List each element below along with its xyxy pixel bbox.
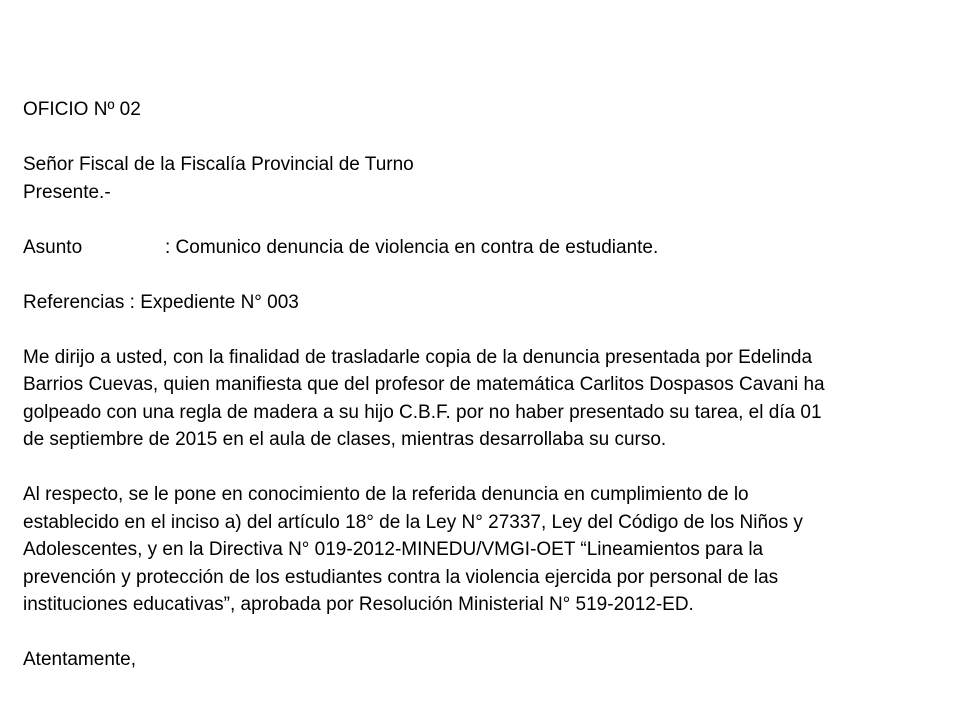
spacer: [23, 124, 943, 152]
office-number: OFICIO Nº 02: [23, 99, 141, 120]
paragraph-2-line: instituciones educativas”, aprobada por Resolución Ministerial N° 519-2012-ED.: [23, 594, 694, 615]
paragraph-1-line: Barrios Cuevas, quien manifiesta que del profesor de matemática Carlitos Dospasos Cavani ha: [23, 374, 825, 395]
recipient: Señor Fiscal de la Fiscalía Provincial de Turno: [23, 154, 414, 175]
spacer: [23, 619, 943, 647]
spacer: [23, 454, 943, 482]
subject-label: Asunto: [23, 236, 83, 258]
presente-line: Presente.-: [23, 181, 111, 203]
paragraph-2-line: establecido en el inciso a) del artículo 18° de la Ley N° 27337, Ley del Código de los Niños y: [23, 511, 803, 533]
paragraph-1-line: Me dirijo a usted, con la finalidad de trasladarle copia de la denuncia presentada por Edelinda: [23, 346, 813, 368]
paragraph-1-line: de septiembre de 2015 en el aula de clases, mientras desarrollaba su curso.: [23, 429, 667, 450]
spacer: [23, 316, 943, 344]
subject-line: [23, 234, 943, 262]
spacer: [23, 261, 943, 289]
paragraph-2-line: prevención y protección de los estudiantes contra la violencia ejercida por personal de las: [23, 566, 779, 588]
document-body: [23, 96, 943, 674]
subject-value: : Comunico denuncia de violencia en contra de estudiante.: [165, 236, 659, 258]
closing: Atentamente,: [23, 649, 137, 670]
references-line: Referencias : Expediente N° 003: [23, 291, 299, 313]
paragraph-1-line: golpeado con una regla de madera a su hijo C.B.F. por no haber presentado su tarea, el día 01: [23, 401, 822, 423]
spacer: [23, 206, 943, 234]
paragraph-2-line: Al respecto, se le pone en conocimiento de la referida denuncia en cumplimiento de lo: [23, 484, 749, 505]
paragraph-2-line: Adolescentes, y en la Directiva N° 019-2012-MINEDU/VMGI-OET “Lineamientos para la: [23, 539, 764, 560]
